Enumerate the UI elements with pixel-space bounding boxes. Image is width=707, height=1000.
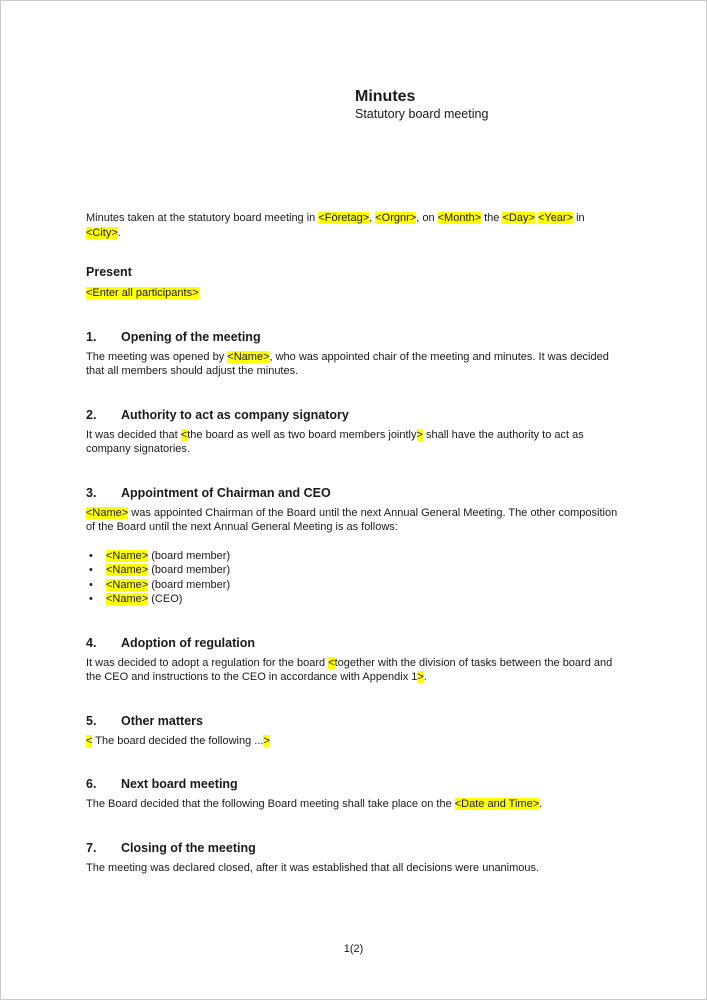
highlighted-placeholder: <Name> — [86, 506, 129, 519]
bullet-icon: • — [89, 549, 93, 562]
text-run: (board member) — [148, 549, 231, 562]
section — [86, 777, 621, 812]
section-number: 5. — [86, 713, 97, 728]
bullet-item — [86, 592, 621, 607]
section-heading — [86, 408, 621, 423]
highlighted-placeholder: <Orgnr> — [375, 212, 417, 224]
text-run: (board member) — [148, 578, 231, 591]
text-run: The Board decided that the following Board meeting shall take place on the — [86, 798, 455, 810]
section-title: Closing of the meeting — [121, 840, 256, 855]
section-title: Other matters — [121, 713, 203, 728]
text-run: in — [573, 212, 585, 224]
text-run: shall have the authority to act as company signatories. — [86, 428, 584, 455]
text-run: . — [539, 798, 543, 810]
section — [86, 486, 621, 607]
highlighted-placeholder: <Name> — [227, 350, 270, 363]
section-heading — [86, 486, 621, 501]
text-run: , on — [416, 212, 438, 224]
highlighted-placeholder: <Day> — [502, 212, 535, 224]
section-number: 1. — [86, 329, 97, 344]
section-body — [86, 656, 621, 685]
section-body — [86, 797, 621, 812]
section-title: Next board meeting — [121, 777, 238, 791]
text-run: . — [423, 671, 427, 683]
section — [86, 841, 621, 876]
highlighted-placeholder: <Name> — [106, 549, 149, 562]
highlighted-placeholder: <Enter all participants> — [86, 287, 199, 299]
section-heading — [86, 636, 621, 651]
section-paragraph — [86, 428, 621, 457]
section-heading — [86, 714, 621, 729]
highlighted-placeholder: > — [416, 428, 423, 441]
section-number: 6. — [86, 777, 97, 791]
footer-page-number: 1(2) — [343, 943, 364, 955]
text-run: the — [481, 212, 503, 224]
intro-paragraph — [86, 211, 621, 240]
text-run: was appointed Chairman of the Board until the next Annual General Meeting. The other composition of the Board until the next Annual General Meeting is as follows: — [86, 506, 618, 533]
bullet-item — [86, 578, 621, 593]
section-paragraph — [86, 506, 621, 535]
section-title: Appointment of Chairman and CEO — [121, 485, 331, 500]
section-heading — [86, 841, 621, 856]
section-body — [86, 734, 621, 749]
highlighted-placeholder: < — [328, 656, 335, 669]
text-run: It was decided to adopt a regulation for the board — [86, 656, 329, 669]
text-run: The meeting was opened by — [86, 350, 228, 363]
document-title: Minutes — [355, 88, 416, 105]
bullet-text — [106, 578, 230, 593]
bullet-icon: • — [89, 564, 93, 576]
highlighted-placeholder: < — [86, 734, 93, 747]
highlighted-placeholder: <Date and Time> — [454, 798, 540, 810]
highlighted-placeholder: <Name> — [106, 578, 149, 591]
section-paragraph — [86, 656, 621, 685]
bullet-icon: • — [89, 578, 93, 591]
text-run: The meeting was declared closed, after it was established that all decisions were unanimous. — [86, 861, 540, 874]
section-number: 4. — [86, 635, 97, 650]
section-body — [86, 428, 621, 457]
section — [86, 636, 621, 685]
bullet-icon: • — [89, 593, 93, 605]
highlighted-placeholder: <Month> — [437, 212, 482, 224]
text-run: It was decided that — [86, 428, 181, 441]
text-run: . — [117, 226, 121, 239]
highlighted-placeholder: > — [263, 734, 270, 747]
sections-container — [86, 330, 621, 876]
bullet-text — [106, 549, 230, 564]
highlighted-placeholder: <Name> — [106, 564, 149, 576]
section-paragraph — [86, 797, 621, 812]
text-run: (board member) — [148, 564, 231, 576]
document-header — [355, 88, 621, 122]
bullet-item — [86, 549, 621, 564]
highlighted-placeholder: <Year> — [537, 212, 574, 224]
highlighted-placeholder: > — [417, 671, 424, 683]
highlighted-placeholder: <Företag> — [318, 212, 370, 224]
present-heading: Present — [86, 265, 132, 279]
section — [86, 408, 621, 457]
bullet-item — [86, 563, 621, 578]
section-number: 3. — [86, 485, 97, 500]
text-run: the board as well as two board members jointly — [187, 428, 417, 441]
highlighted-placeholder: < — [180, 428, 188, 441]
text-run: The board decided the following ... — [92, 734, 264, 747]
document-subtitle: Statutory board meeting — [355, 107, 489, 121]
bullet-text — [106, 563, 230, 578]
text-run: , — [369, 212, 376, 224]
section-body — [86, 861, 621, 876]
section — [86, 714, 621, 749]
bullet-list — [86, 549, 621, 607]
document-content — [1, 1, 706, 875]
section-heading — [86, 777, 621, 792]
section-number: 2. — [86, 407, 97, 422]
section — [86, 330, 621, 379]
text-run: Minutes taken at the statutory board meeting in — [86, 212, 319, 224]
present-block — [86, 265, 621, 301]
section-body — [86, 350, 621, 379]
text-run: (CEO) — [148, 593, 183, 605]
section-heading — [86, 330, 621, 345]
present-placeholder-line — [86, 286, 621, 301]
section-number: 7. — [86, 840, 97, 855]
section-paragraph — [86, 350, 621, 379]
highlighted-placeholder: <City> — [86, 226, 118, 239]
bullet-text — [106, 592, 182, 607]
section-title: Opening of the meeting — [121, 329, 261, 344]
highlighted-placeholder: <Name> — [106, 593, 149, 605]
section-title: Adoption of regulation — [121, 635, 256, 650]
text-run: , who was appointed chair of the meeting and minutes. It was decided that all members should adjust the minutes. — [86, 350, 609, 377]
text-run: together with the division of tasks between the board and the CEO and instructions to the CEO in accordance with Appendix 1 — [86, 656, 613, 683]
section-paragraph — [86, 734, 621, 749]
section-paragraph — [86, 861, 621, 876]
section-title: Authority to act as company signatory — [121, 407, 349, 422]
section-body — [86, 506, 621, 607]
